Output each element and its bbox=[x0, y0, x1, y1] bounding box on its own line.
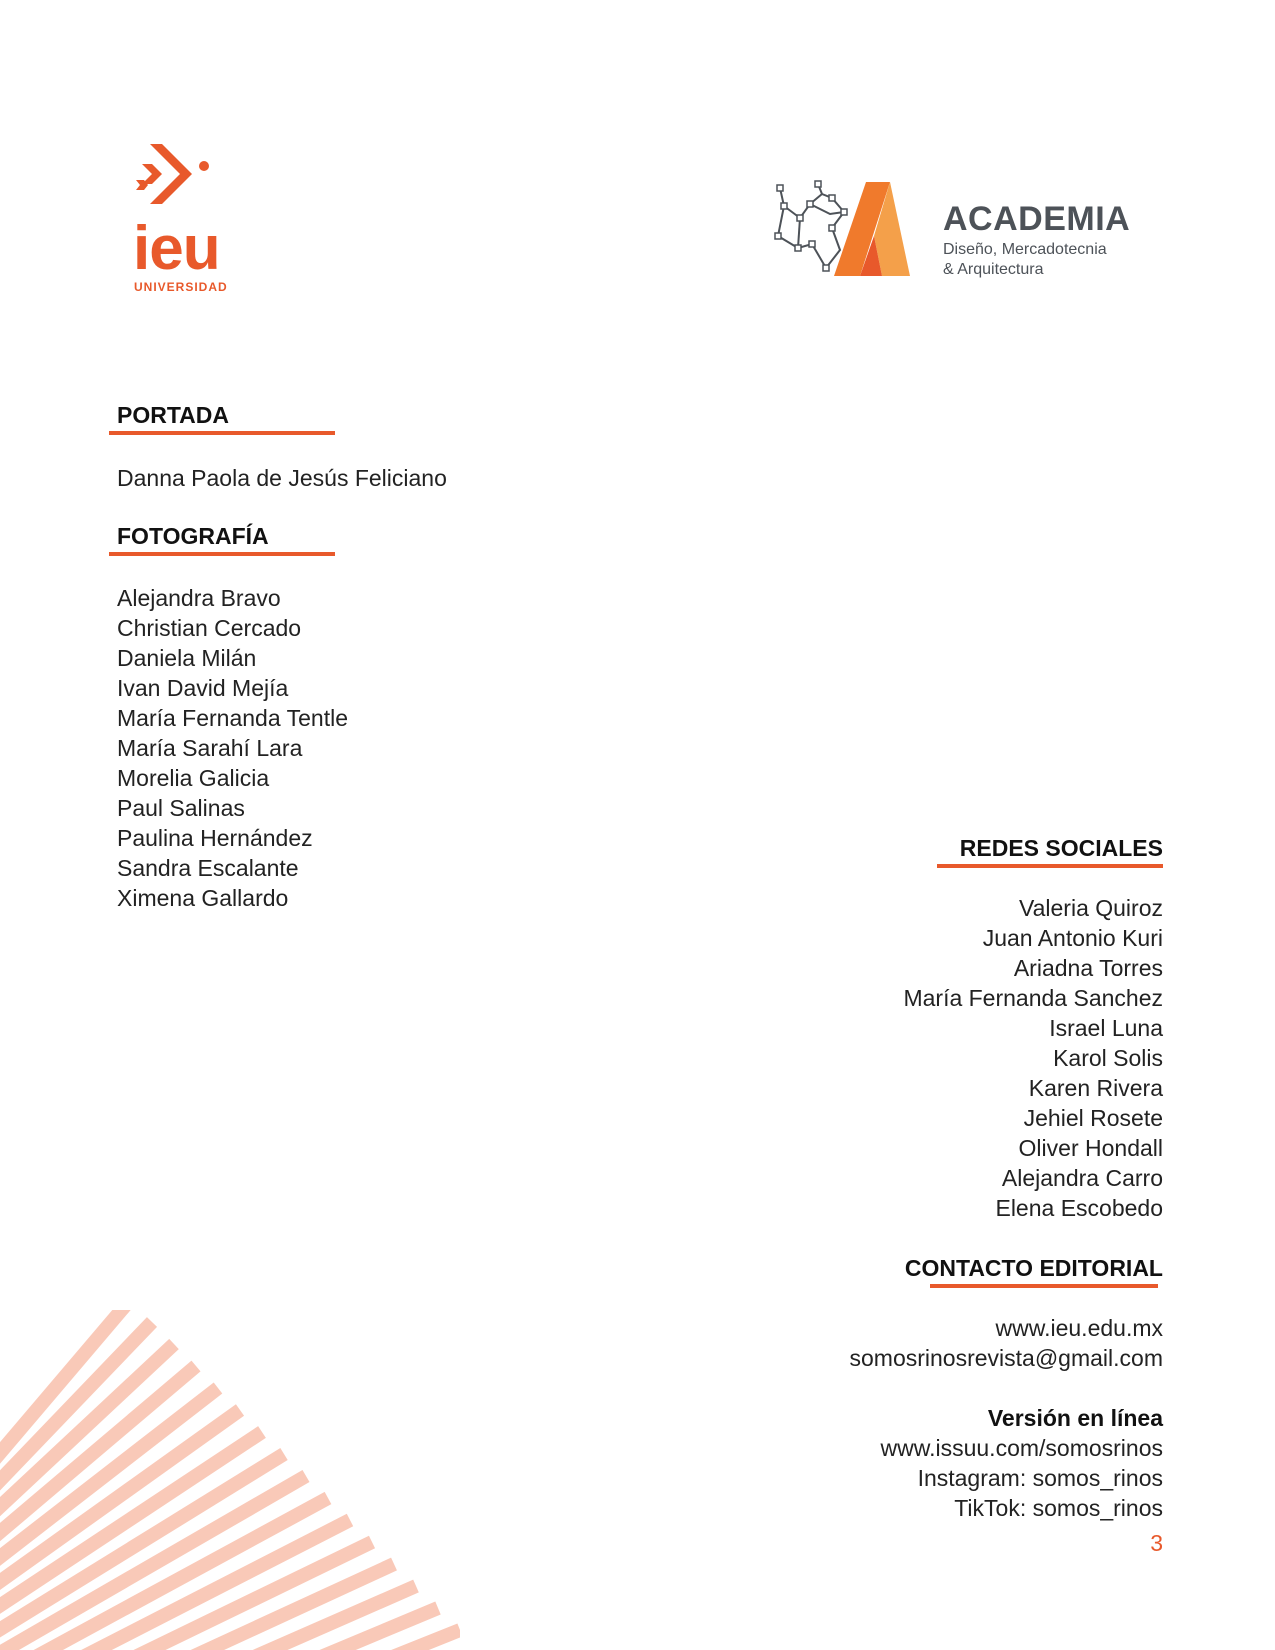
list-item: Israel Luna bbox=[1049, 1015, 1163, 1041]
list-item: Valeria Quiroz bbox=[1018, 895, 1163, 921]
list-item: Karen Rivera bbox=[1028, 1075, 1163, 1101]
diagonal-stripes-decoration-icon bbox=[0, 1310, 460, 1650]
list-item: María Fernanda Tentle bbox=[117, 705, 348, 731]
list-item: María Sarahí Lara bbox=[117, 735, 303, 761]
list-item: Jehiel Rosete bbox=[1023, 1105, 1163, 1131]
list-item: Karol Solis bbox=[1053, 1045, 1163, 1071]
portada-heading: PORTADA bbox=[117, 402, 230, 428]
list-item: Sandra Escalante bbox=[117, 855, 299, 881]
redes-heading: REDES SOCIALES bbox=[959, 835, 1163, 861]
contacto-heading: CONTACTO EDITORIAL bbox=[904, 1255, 1163, 1281]
list-item: Elena Escobedo bbox=[995, 1195, 1163, 1221]
issuu-link[interactable]: www.issuu.com/somosrinos bbox=[880, 1435, 1163, 1461]
list-item: María Fernanda Sanchez bbox=[903, 985, 1163, 1011]
list-item: Juan Antonio Kuri bbox=[982, 925, 1163, 951]
list-item: Ximena Gallardo bbox=[117, 885, 289, 911]
ieu-logo-subtitle: UNIVERSIDAD bbox=[134, 280, 228, 294]
email-link[interactable]: somosrinosrevista@gmail.com bbox=[849, 1345, 1163, 1371]
portada-list bbox=[117, 463, 447, 493]
list-item: Ivan David Mejía bbox=[117, 675, 289, 701]
fotografia-heading: FOTOGRAFÍA bbox=[117, 523, 269, 549]
academia-logo-title: ACADEMIA bbox=[943, 200, 1131, 238]
list-item: Oliver Hondall bbox=[1018, 1135, 1163, 1161]
fotografia-list bbox=[117, 583, 348, 913]
list-item: Alejandra Carro bbox=[1001, 1165, 1163, 1191]
instagram-link[interactable]: Instagram: somos_rinos bbox=[917, 1465, 1163, 1491]
list-item: Morelia Galicia bbox=[117, 765, 270, 791]
list-item: Daniela Milán bbox=[117, 645, 257, 671]
fotografia-underline bbox=[109, 552, 335, 556]
portada-underline bbox=[109, 431, 335, 435]
tiktok-link[interactable]: TikTok: somos_rinos bbox=[954, 1495, 1163, 1521]
list-item: Paulina Hernández bbox=[117, 825, 313, 851]
list-item: Ariadna Torres bbox=[1013, 955, 1163, 981]
ieu-logo-word: ieu bbox=[133, 214, 220, 283]
contacto-underline bbox=[930, 1284, 1158, 1288]
academia-logo-subtitle-2: & Arquitectura bbox=[943, 261, 1044, 278]
website-link[interactable]: www.ieu.edu.mx bbox=[995, 1315, 1163, 1341]
redes-list bbox=[903, 893, 1163, 1223]
online-version-heading: Versión en línea bbox=[987, 1405, 1163, 1431]
page-number: 3 bbox=[1150, 1530, 1163, 1556]
list-item: Danna Paola de Jesús Feliciano bbox=[117, 465, 447, 491]
list-item: Christian Cercado bbox=[117, 615, 302, 641]
academia-logo-subtitle-1: Diseño, Mercadotecnia bbox=[943, 241, 1107, 258]
rhino-academia-logo-icon bbox=[770, 176, 930, 286]
list-item: Alejandra Bravo bbox=[117, 585, 281, 611]
redes-underline bbox=[937, 864, 1163, 868]
list-item: Paul Salinas bbox=[117, 795, 245, 821]
